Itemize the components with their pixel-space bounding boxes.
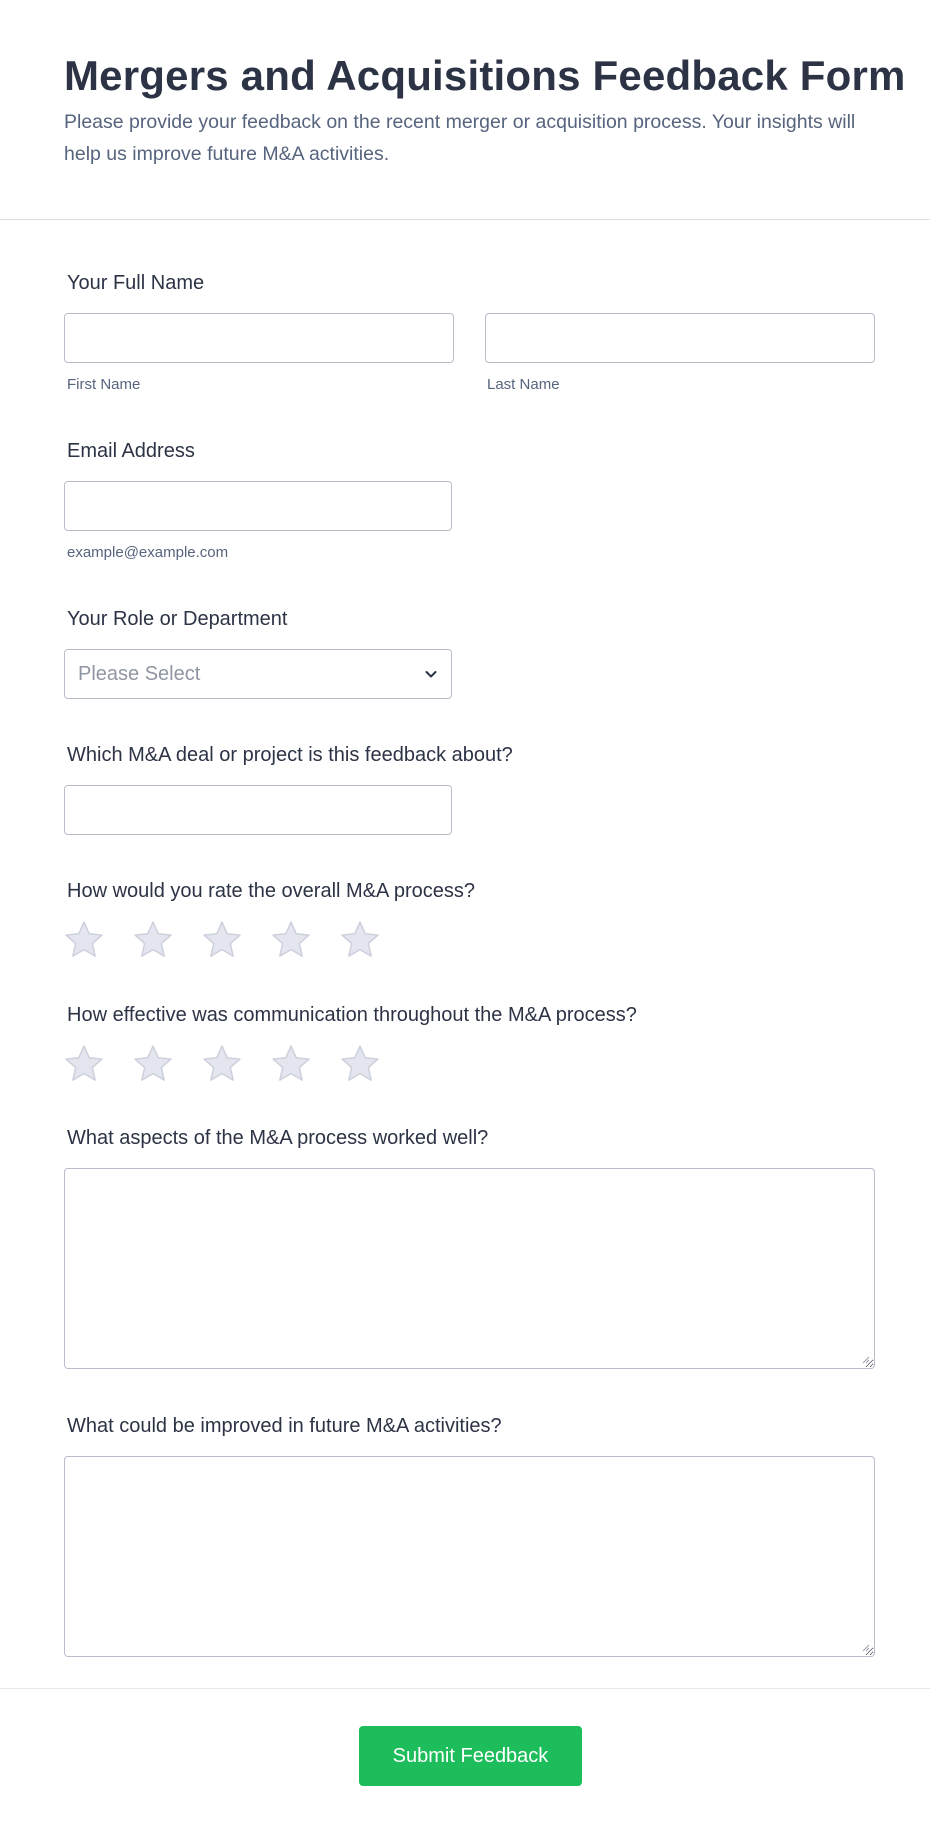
last-name-input[interactable] bbox=[485, 313, 875, 363]
role-label: Your Role or Department bbox=[67, 608, 288, 630]
star-icon[interactable] bbox=[338, 918, 382, 962]
star-icon[interactable] bbox=[200, 1042, 244, 1086]
page-title: Mergers and Acquisitions Feedback Form bbox=[64, 52, 906, 99]
deal-label: Which M&A deal or project is this feedback about? bbox=[67, 744, 513, 766]
form-header bbox=[0, 0, 930, 220]
star-icon[interactable] bbox=[131, 1042, 175, 1086]
email-label: Email Address bbox=[67, 440, 195, 462]
full-name-label: Your Full Name bbox=[67, 272, 205, 294]
resize-grip-icon[interactable] bbox=[860, 1354, 870, 1364]
worked-well-textarea[interactable] bbox=[64, 1168, 875, 1369]
role-select-value: Please Select bbox=[78, 663, 201, 685]
star-icon[interactable] bbox=[269, 918, 313, 962]
worked-well-label: What aspects of the M&A process worked well? bbox=[67, 1127, 489, 1149]
footer-divider bbox=[0, 1688, 930, 1689]
overall-rating-stars bbox=[62, 918, 392, 962]
improve-textarea[interactable] bbox=[64, 1456, 875, 1657]
resize-grip-icon[interactable] bbox=[860, 1642, 870, 1652]
last-name-sublabel: Last Name bbox=[487, 376, 560, 393]
communication-rating-stars bbox=[62, 1042, 392, 1086]
email-sublabel: example@example.com bbox=[67, 544, 229, 561]
first-name-sublabel: First Name bbox=[67, 376, 141, 393]
page-subtitle: Please provide your feedback on the recent merger or acquisition process. Your insights will help us improve future M&A activities. bbox=[64, 111, 856, 165]
chevron-down-icon bbox=[423, 666, 439, 682]
star-icon[interactable] bbox=[131, 918, 175, 962]
deal-input[interactable] bbox=[64, 785, 452, 835]
first-name-input[interactable] bbox=[64, 313, 454, 363]
star-icon[interactable] bbox=[200, 918, 244, 962]
email-input[interactable] bbox=[64, 481, 452, 531]
star-icon[interactable] bbox=[338, 1042, 382, 1086]
star-icon[interactable] bbox=[62, 918, 106, 962]
submit-feedback-button[interactable]: Submit Feedback bbox=[359, 1726, 582, 1786]
star-icon[interactable] bbox=[269, 1042, 313, 1086]
communication-rating-label: How effective was communication throughout the M&A process? bbox=[67, 1004, 637, 1026]
overall-rating-label: How would you rate the overall M&A process? bbox=[67, 880, 475, 902]
improve-label: What could be improved in future M&A activities? bbox=[67, 1415, 502, 1437]
role-select[interactable] bbox=[64, 649, 452, 699]
star-icon[interactable] bbox=[62, 1042, 106, 1086]
